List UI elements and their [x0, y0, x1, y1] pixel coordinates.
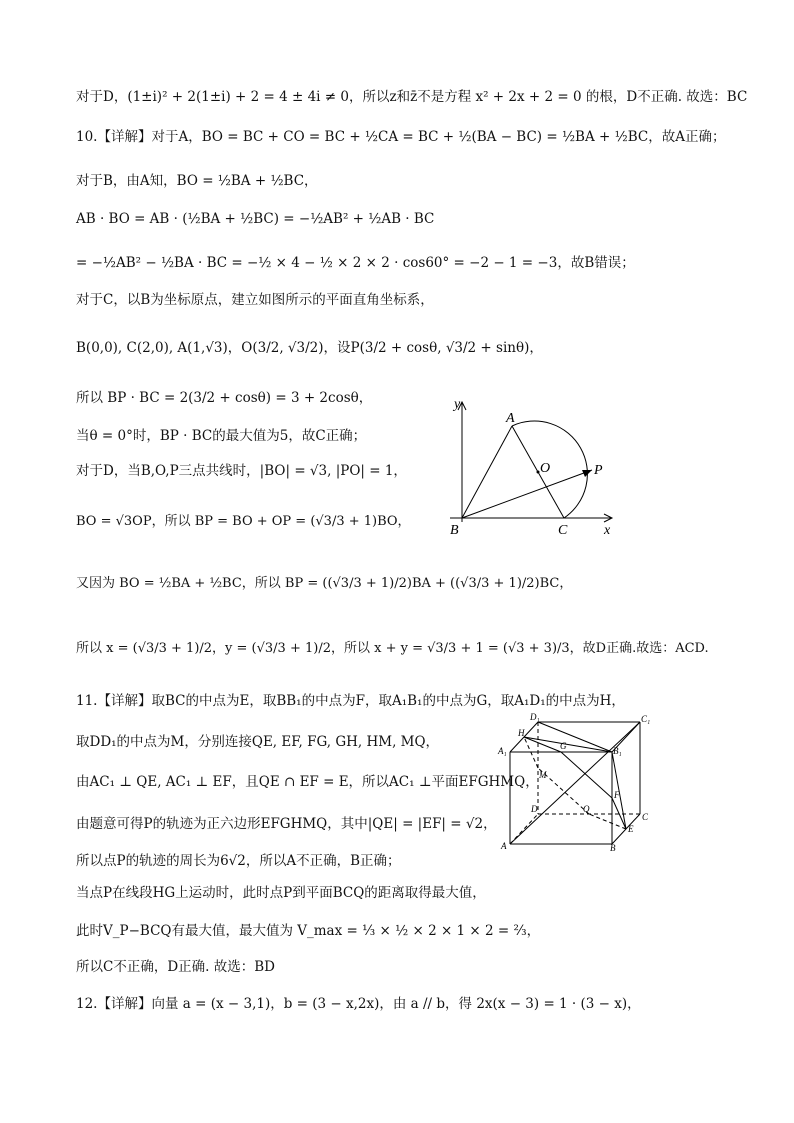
text-line: AB · BO = AB · (½BA + ½BC) = −½AB² + ½AB · BC — [76, 211, 435, 227]
text-line: 对于D，当B,O,P三点共线时，|BO| = √3, |PO| = 1， — [76, 463, 407, 479]
label-d1: D₁ — [530, 712, 540, 722]
label-b: B — [610, 843, 616, 852]
label-a: A — [501, 841, 507, 851]
label-b: B — [450, 523, 459, 538]
label-p: P — [594, 463, 603, 478]
label-c1: C₁ — [641, 714, 651, 724]
text-line: 此时V_P−BCQ有最大值，最大值为 V_max = ⅓ × ½ × 2 × 1 × 2 = ⅔， — [76, 923, 541, 939]
text-line: 11.【详解】取BC的中点为E，取BB₁的中点为F，取A₁B₁的中点为G，取A₁D₁的中点为H， — [76, 693, 625, 709]
label-a: A — [506, 411, 515, 426]
text-line: 所以点P的轨迹的周长为6√2，所以A不正确，B正确； — [76, 853, 401, 869]
label-e: E — [628, 824, 634, 834]
text-line: 12.【详解】向量 a = (x − 3,1)，b = (3 − x,2x)，由 a // b，得 2x(x − 3) = 1 · (3 − x)， — [76, 996, 641, 1012]
segment-hg — [524, 737, 561, 752]
text-line: 所以C不正确，D正确. 故选：BD — [76, 959, 275, 975]
text-line: 所以 BP · BC = 2(3/2 + cosθ) = 3 + 2cosθ， — [76, 390, 373, 406]
label-x: x — [604, 523, 611, 538]
label-b1: B₁ — [613, 746, 622, 756]
segment-ba — [462, 426, 512, 518]
diagonal-ac1 — [510, 722, 640, 844]
label-d: D — [531, 804, 538, 814]
text-line: B(0,0), C(2,0), A(1,√3)，O(3/2, √3/2)，设P(3/2 + cosθ, √3/2 + sinθ)， — [76, 340, 543, 356]
text-line: 由题意可得P的轨迹为正六边形EFGHMQ，其中|QE| = |EF| = √2， — [76, 816, 497, 832]
label-c: C — [642, 812, 649, 822]
label-m: M — [539, 770, 547, 780]
text-line: 对于C，以B为坐标原点，建立如图所示的平面直角坐标系， — [76, 292, 434, 308]
text-line: 对于D，(1±i)² + 2(1±i) + 2 = 4 ± 4i ≠ 0，所以z和z̄不是方程 x² + 2x + 2 = 0 的根，D不正确. 故选：BC — [76, 89, 748, 105]
coordinate-figure — [440, 392, 620, 542]
text-line: 又因为 BO = ½BA + ½BC，所以 BP = ((√3/3 + 1)/2)BA + ((√3/3 + 1)/2)BC， — [76, 576, 573, 591]
label-c: C — [558, 523, 568, 538]
text-line: BO = √3OP，所以 BP = BO + OP = (√3/3 + 1)BO， — [76, 514, 411, 529]
label-o: O — [540, 461, 551, 476]
text-line: 由AC₁ ⊥ QE, AC₁ ⊥ EF，且QE ∩ EF = E，所以AC₁ ⊥平面EFGHMQ， — [76, 774, 539, 790]
text-line: = −½AB² − ½BA · BC = −½ × 4 − ½ × 2 × 2 · cos60° = −2 − 1 = −3，故B错误； — [76, 255, 635, 271]
text-line: 当θ = 0°时，BP · BC的最大值为5，故C正确； — [76, 428, 367, 444]
segment-gf — [561, 752, 612, 798]
label-y: y — [454, 397, 461, 412]
label-q: Q — [583, 804, 590, 814]
segment-hb1 — [524, 737, 612, 752]
label-g: G — [560, 741, 567, 751]
text-line: 对于B，由A知，BO = ½BA + ½BC， — [76, 173, 318, 189]
text-line: 所以 x = (√3/3 + 1)/2，y = (√3/3 + 1)/2，所以 x + y = √3/3 + 1 = (√3 + 3)/3，故D正确.故选：ACD. — [76, 641, 709, 656]
label-f: F — [614, 790, 620, 800]
text-line: 当点P在线段HG上运动时，此时点P到平面BCQ的距离取得最大值， — [76, 885, 486, 901]
text-line: 10.【详解】对于A，BO = BC + CO = BC + ½CA = BC + ½(BA − BC) = ½BA + ½BC，故A正确； — [76, 129, 726, 145]
text-line: 取DD₁的中点为M，分别连接QE, EF, FG, GH, HM, MQ， — [76, 734, 440, 750]
cube-figure — [496, 712, 656, 852]
label-h: H — [518, 728, 525, 738]
label-a1: A₁ — [498, 746, 507, 756]
